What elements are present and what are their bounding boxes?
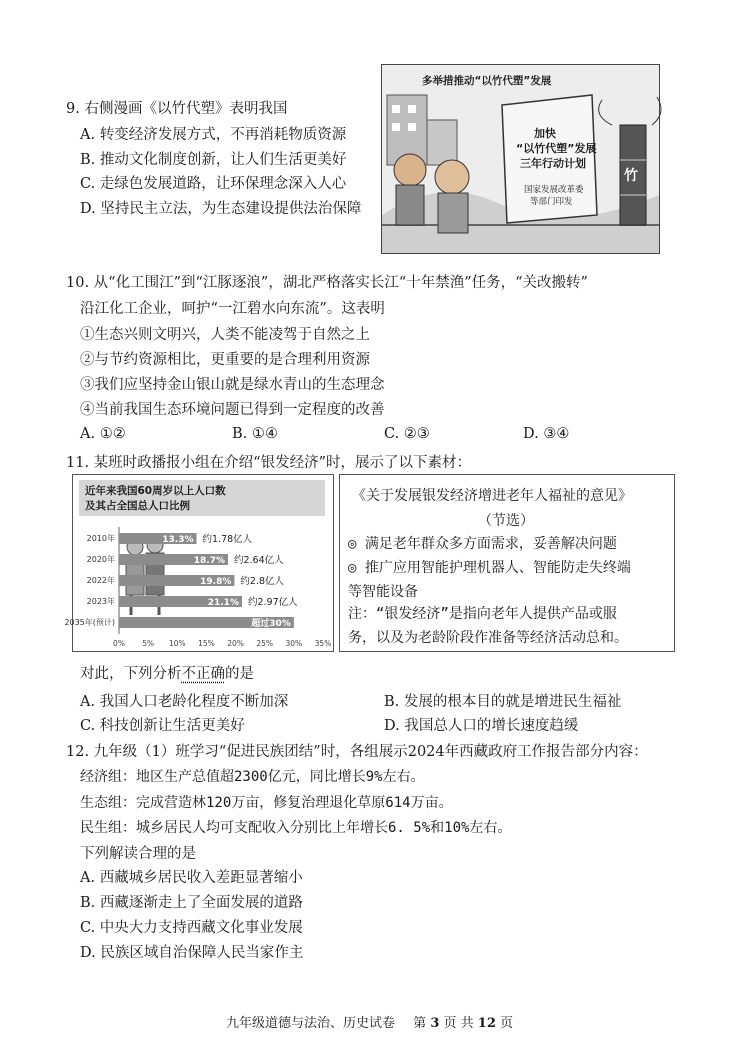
aging-population-chart	[64, 474, 334, 652]
book-title-1: 加快	[534, 127, 556, 140]
q12-option-b[interactable]: B. 西藏逐渐走上了全面发展的道路	[80, 895, 303, 911]
doc-line-1: ◎ 满足老年群众多方面需求，妥善解决问题	[348, 536, 617, 552]
chart-population-label: 约1.78亿人	[202, 534, 253, 545]
chart-x-tick: 10%	[168, 639, 186, 648]
q12-stem: 12. 九年级（1）班学习“促进民族团结”时，各组展示2024年西藏政府工作报告部分内容：	[66, 744, 648, 760]
book-note-1: 国家发展改革委	[524, 185, 584, 195]
chart-value-label: 超过30%	[251, 619, 291, 629]
chart-x-tick: 35%	[314, 639, 332, 648]
q11-option-c[interactable]: C. 科技创新让生活更美好	[80, 718, 245, 734]
chart-population-label: 约2.64亿人	[233, 555, 284, 566]
q10-choice-d[interactable]: D. ③④	[523, 426, 570, 442]
q9-option-a[interactable]: A. 转变经济发展方式，不再消耗物质资源	[80, 127, 347, 143]
footer-page-number: 3	[430, 1016, 440, 1031]
chart-category-label: 2022年	[86, 576, 115, 585]
q11-question	[80, 662, 254, 683]
chart-population-label: 约2.97亿人	[247, 597, 298, 608]
chart-category-label: 2010年	[86, 534, 115, 543]
policy-excerpt-box	[339, 474, 675, 652]
chart-value-label: 19.8%	[200, 577, 232, 587]
q12-group-economy: 经济组：地区生产总值超2300亿元，同比增长9%左右。	[80, 769, 425, 785]
chart-population-label: 约2.8亿人	[240, 576, 285, 587]
chart-title-line-1: 近年来我国60周岁以上人口数	[85, 485, 226, 497]
q9-option-d[interactable]: D. 坚持民主立法，为生态建设提供法治保障	[80, 201, 362, 217]
chart-value-label: 21.1%	[207, 598, 239, 608]
chart-x-tick: 30%	[285, 639, 303, 648]
footer-page-suffix: 页	[500, 1016, 514, 1031]
doc-subtitle: （节选）	[478, 513, 534, 529]
chart-plot	[64, 475, 333, 651]
bamboo-character: 竹	[624, 168, 638, 184]
q11-question-part-1: 对此，下列分析	[80, 666, 182, 682]
chart-category-label: 2023年	[86, 597, 115, 606]
doc-note-line-1: 注：“银发经济”是指向老年人提供产品或服	[348, 606, 617, 622]
chart-x-tick: 20%	[227, 639, 244, 648]
chart-category-label: 2020年	[86, 555, 115, 564]
doc-note-line-2: 务，以及为老龄阶段作准备等经济活动总和。	[348, 630, 628, 646]
q11-emphasis: 不正确	[181, 666, 225, 682]
q12-option-d[interactable]: D. 民族区域自治保障人民当家作主	[80, 945, 304, 961]
footer-subject: 九年级道德与法治、历史试卷	[226, 1016, 396, 1031]
q9-stem: 9. 右侧漫画《以竹代塑》表明我国	[66, 101, 288, 117]
book-note-2: 等部门印发	[530, 197, 573, 207]
q12-group-ecology: 生态组：完成营造林120万亩，修复治理退化草原614万亩。	[80, 795, 453, 811]
footer-page-total: 12	[477, 1016, 496, 1031]
chart-x-tick: 15%	[198, 639, 215, 648]
q11-stem: 11. 某班时政播报小组在介绍“银发经济”时，展示了以下素材：	[66, 455, 471, 471]
q9-option-c[interactable]: C. 走绿色发展道路，让环保理念深入人心	[80, 176, 347, 192]
q11-option-d[interactable]: D. 我国总人口的增长速度趋缓	[384, 718, 579, 734]
footer-page-prefix: 第	[413, 1016, 427, 1031]
chart-x-tick: 25%	[256, 639, 274, 648]
q12-group-livelihood: 民生组：城乡居民人均可支配收入分别比上年增长6. 5%和10%左右。	[80, 820, 512, 836]
q10-choice-b[interactable]: B. ①④	[232, 426, 278, 442]
cartoon-banner: 多举措推动“以竹代塑”发展	[422, 75, 552, 87]
q12-option-c[interactable]: C. 中央大力支持西藏文化事业发展	[80, 920, 303, 936]
chart-category-label: 2035年(预计)	[64, 618, 115, 627]
doc-title: 《关于发展银发经济增进老年人福祉的意见》	[352, 488, 632, 504]
chart-x-tick: 0%	[113, 639, 125, 648]
chart-value-label: 13.3%	[162, 535, 194, 545]
book-title-2: “以竹代塑”发展	[516, 142, 597, 155]
q10-choice-a[interactable]: A. ①②	[80, 426, 126, 442]
book-title-3: 三年行动计划	[520, 157, 586, 170]
q10-stem-line-1: 10. 从“化工围江”到“江豚逐浪”，湖北严格落实长江“十年禁渔”任务，“关改搬转”	[66, 275, 588, 291]
page-footer	[226, 1012, 513, 1031]
q10-item-3: ③我们应坚持金山银山就是绿水青山的生态理念	[80, 377, 385, 393]
q11-option-a[interactable]: A. 我国人口老龄化程度不断加深	[80, 694, 289, 710]
cartoon-image	[381, 64, 660, 254]
q10-choice-c[interactable]: C. ②③	[384, 426, 430, 442]
chart-x-tick: 5%	[142, 639, 155, 648]
doc-line-2: ◎ 推广应用智能护理机器人、智能防走失终端	[348, 560, 631, 576]
q10-item-2: ②与节约资源相比，更重要的是合理利用资源	[80, 352, 370, 368]
q10-item-1: ①生态兴则文明兴，人类不能凌驾于自然之上	[80, 327, 370, 343]
q10-stem-line-2: 沿江化工企业，呵护“一江碧水向东流”。这表明	[80, 301, 385, 317]
q10-item-4: ④当前我国生态环境问题已得到一定程度的改善	[80, 402, 385, 418]
chart-title-line-2: 及其占全国总人口比例	[85, 500, 190, 512]
footer-page-middle: 页 共	[443, 1016, 474, 1031]
q12-option-a[interactable]: A. 西藏城乡居民收入差距显著缩小	[80, 870, 303, 886]
q12-ask: 下列解读合理的是	[80, 846, 196, 862]
q11-option-b[interactable]: B. 发展的根本目的就是增进民生福祉	[384, 694, 622, 710]
q11-question-part-2: 的是	[225, 666, 254, 682]
doc-line-3: 等智能设备	[348, 584, 418, 600]
q9-option-b[interactable]: B. 推动文化制度创新，让人们生活更美好	[80, 152, 347, 168]
chart-value-label: 18.7%	[193, 556, 225, 566]
